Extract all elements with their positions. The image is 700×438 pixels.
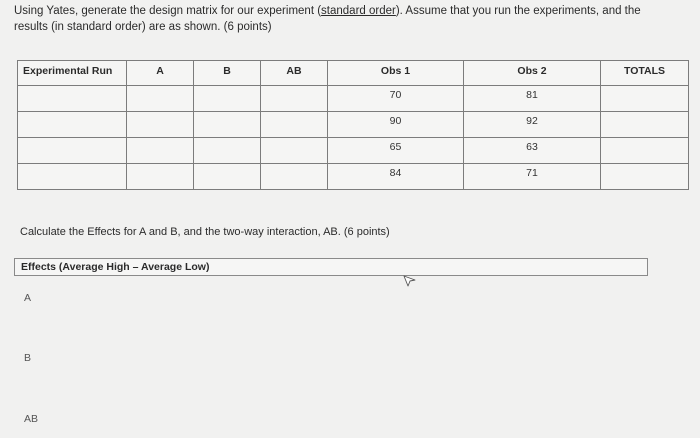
cell-obs-1: 70: [328, 86, 464, 112]
design-matrix-table: [17, 60, 689, 190]
instructions-text: [14, 3, 674, 35]
cell-totals[interactable]: [601, 112, 689, 138]
calc-prompt: Calculate the Effects for A and B, and the two-way interaction, AB. (6 points): [20, 226, 390, 238]
cell-a[interactable]: [127, 112, 194, 138]
cell-b[interactable]: [194, 112, 261, 138]
table-header-row: [18, 61, 689, 86]
header-ab: AB: [261, 61, 328, 86]
header-totals: TOTALS: [601, 61, 689, 86]
cell-obs-2: 71: [464, 164, 601, 190]
cell-a[interactable]: [127, 164, 194, 190]
pointer-cursor-icon: [403, 275, 417, 287]
cell-a[interactable]: [127, 86, 194, 112]
cell-run[interactable]: [18, 112, 127, 138]
standard-order-underlined: standard order: [321, 5, 396, 17]
cell-totals[interactable]: [601, 164, 689, 190]
table-row: [18, 86, 689, 112]
cell-totals[interactable]: [601, 86, 689, 112]
header-b: B: [194, 61, 261, 86]
cell-run[interactable]: [18, 164, 127, 190]
cell-obs-1: 90: [328, 112, 464, 138]
instructions-suffix: ). Assume that you run the experiments, and the results (in standard order) are as shown. (6 points): [14, 5, 641, 33]
cell-obs-2: 92: [464, 112, 601, 138]
effects-header-box: [14, 258, 648, 276]
cell-totals[interactable]: [601, 138, 689, 164]
header-a: A: [127, 61, 194, 86]
effects-header-label: Effects (Average High – Average Low): [21, 261, 210, 273]
header-experimental-run: Experimental Run: [18, 61, 127, 86]
cell-obs-2: 81: [464, 86, 601, 112]
cell-b[interactable]: [194, 138, 261, 164]
cell-obs-1: 65: [328, 138, 464, 164]
cell-obs-2: 63: [464, 138, 601, 164]
cell-obs-1: 84: [328, 164, 464, 190]
table-row: [18, 112, 689, 138]
effect-label-b: B: [24, 352, 32, 364]
cell-ab[interactable]: [261, 164, 328, 190]
cell-a[interactable]: [127, 138, 194, 164]
table-row: [18, 164, 689, 190]
effect-label-a: A: [24, 292, 32, 304]
cell-ab[interactable]: [261, 138, 328, 164]
header-obs-2: Obs 2: [464, 61, 601, 86]
cell-ab[interactable]: [261, 112, 328, 138]
instructions-prefix: Using Yates, generate the design matrix for our experiment (: [14, 5, 322, 17]
header-obs-1: Obs 1: [328, 61, 464, 86]
table-row: [18, 138, 689, 164]
cell-b[interactable]: [194, 86, 261, 112]
cell-run[interactable]: [18, 86, 127, 112]
cell-run[interactable]: [18, 138, 127, 164]
cell-b[interactable]: [194, 164, 261, 190]
effect-label-ab: AB: [24, 413, 39, 425]
cell-ab[interactable]: [261, 86, 328, 112]
